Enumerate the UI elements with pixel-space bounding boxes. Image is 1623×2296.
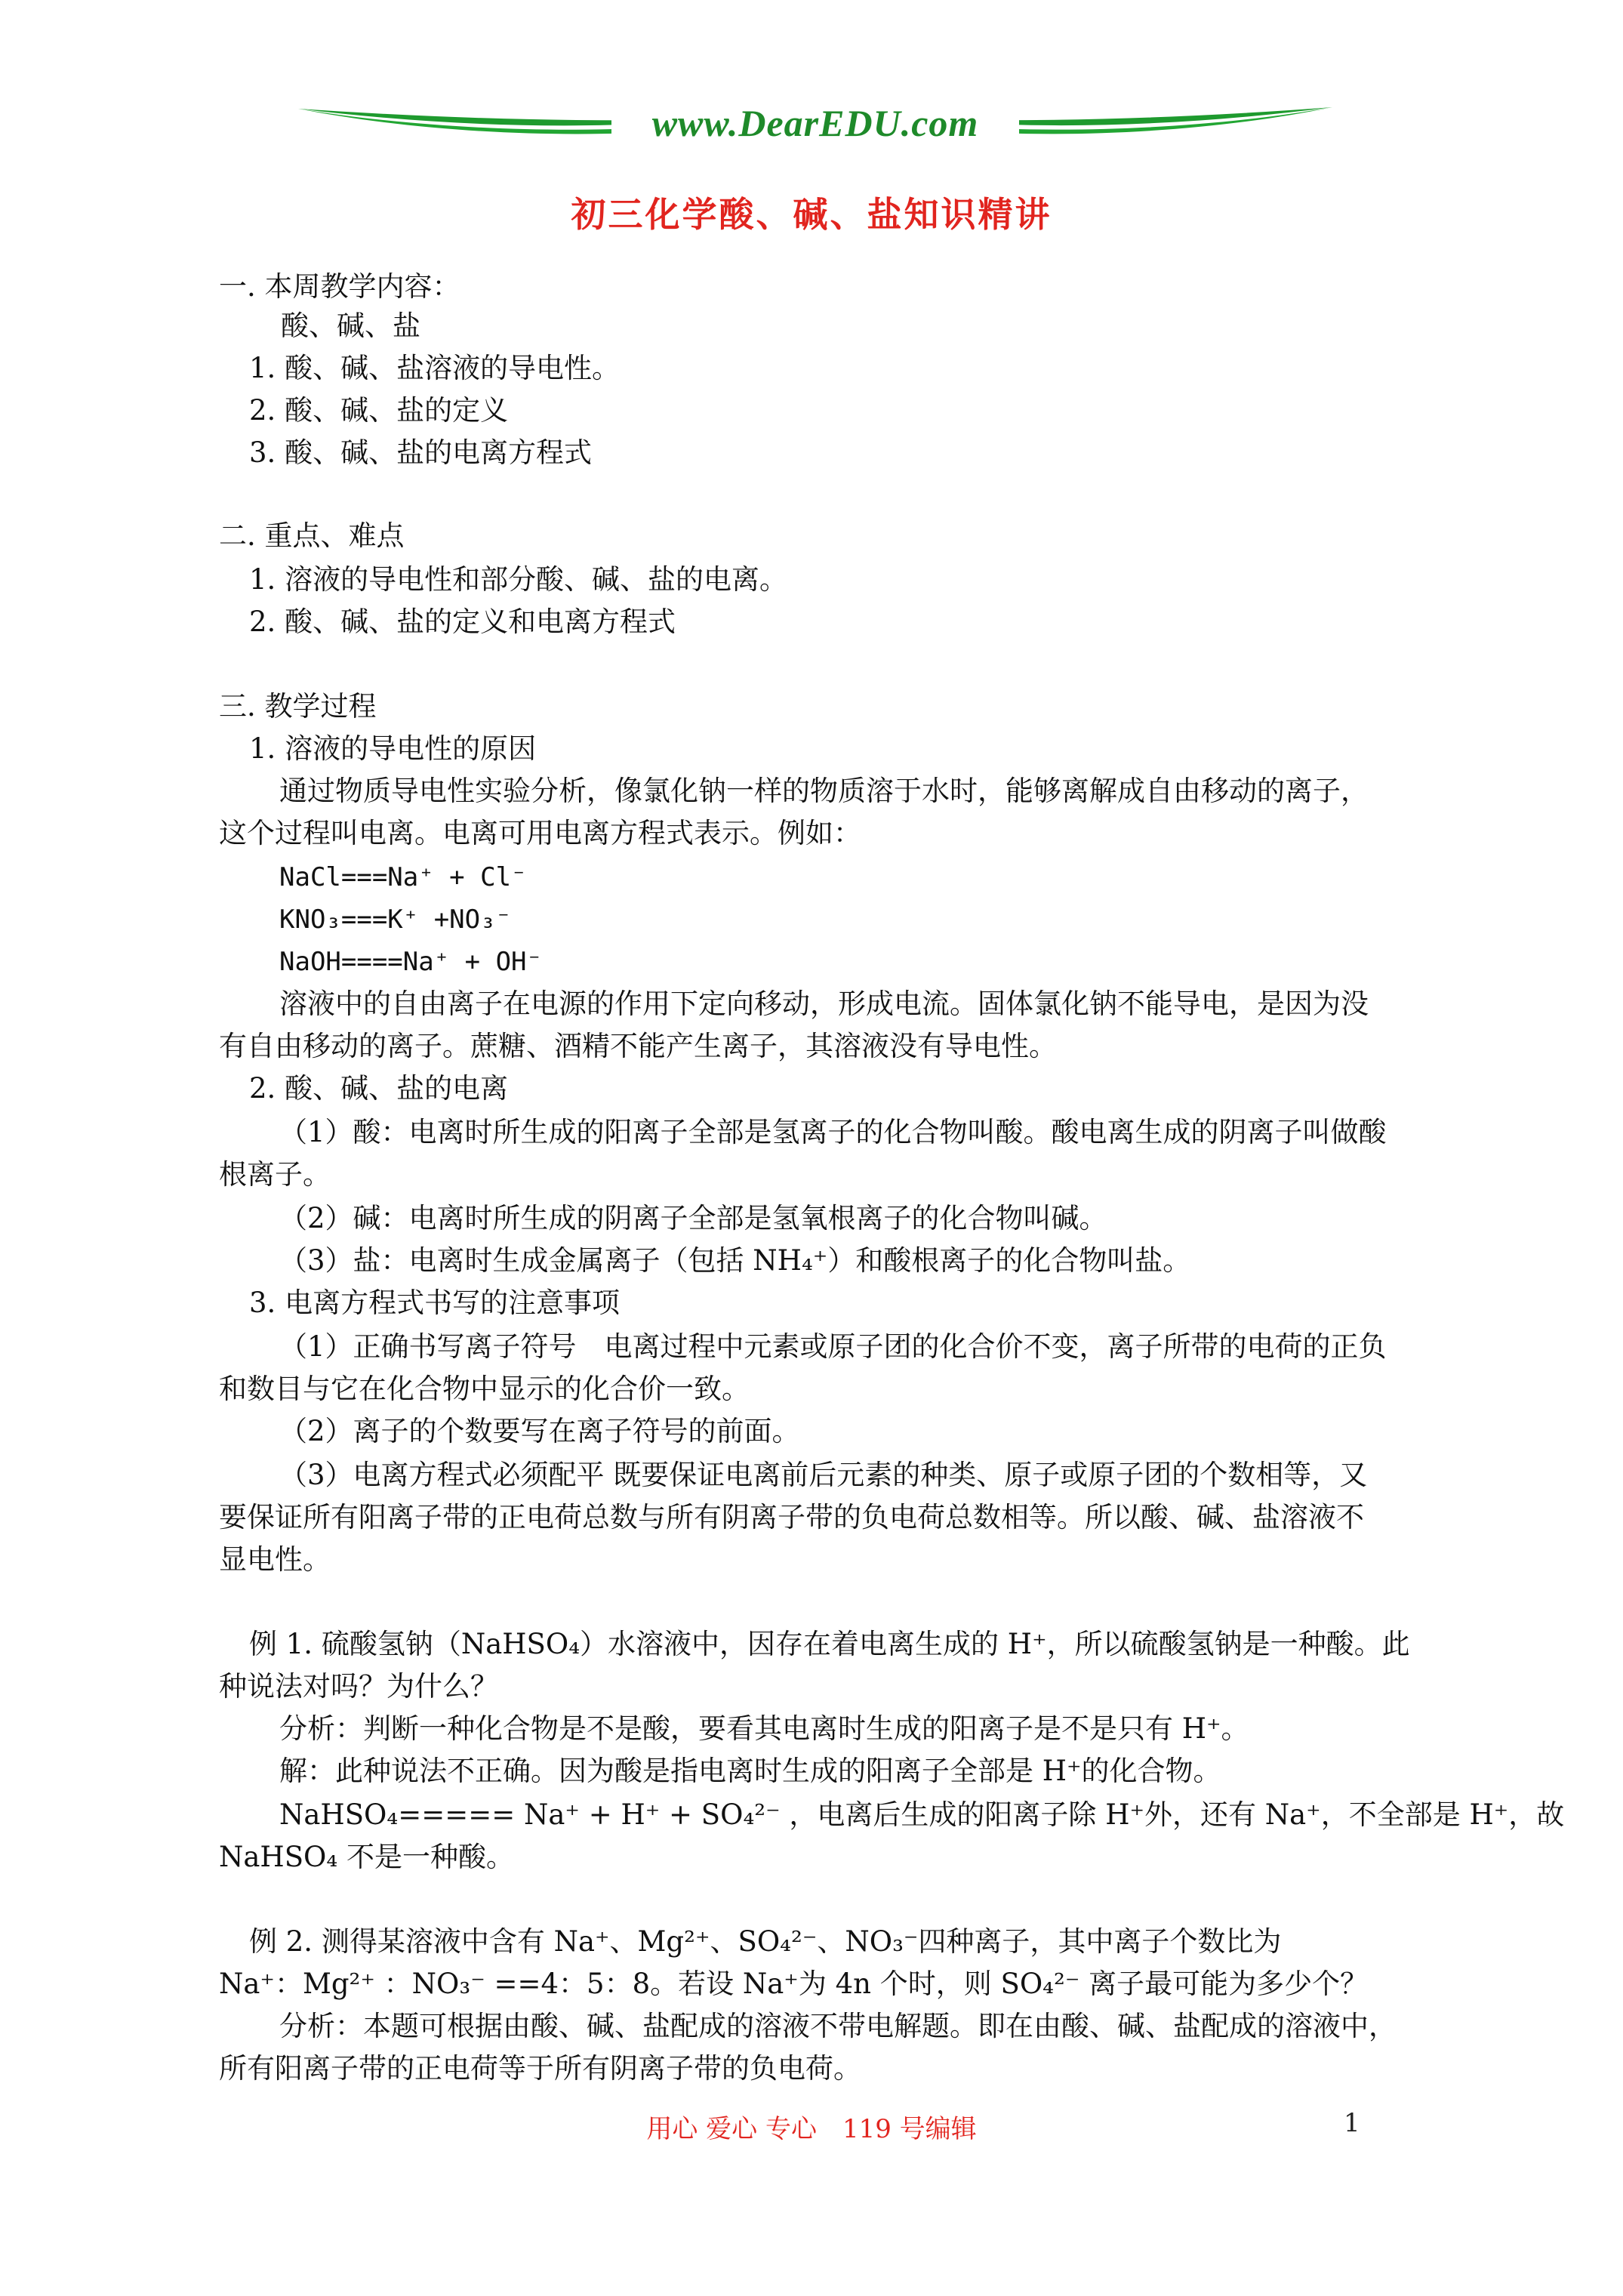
paragraph-line: 所有阳离子带的正电荷等于所有阴离子带的负电荷。 — [219, 2052, 861, 2085]
paragraph-line: （1）正确书写离子符号 电离过程中元素或原子团的化合价不变，离子所带的电荷的正负 — [279, 1330, 1387, 1363]
list-item: 1. 溶液的导电性和部分酸、碱、盐的电离。 — [249, 563, 788, 596]
paragraph-line: 解：此种说法不正确。因为酸是指电离时生成的阳离子全部是 H⁺的化合物。 — [279, 1755, 1221, 1787]
paragraph-line: （3）电离方程式必须配平 既要保证电离前后元素的种类、原子或原子团的个数相等，又 — [279, 1459, 1368, 1491]
paragraph-line: （1）酸：电离时所生成的阳离子全部是氢离子的化合物叫酸。酸电离生成的阴离子叫做酸 — [279, 1116, 1387, 1148]
paragraph-line: （3）盐：电离时生成金属离子（包括 NH₄⁺）和酸根离子的化合物叫盐。 — [279, 1244, 1191, 1277]
site-logo: www.DearEDU.com — [611, 101, 1019, 145]
paragraph-line: 显电性。 — [219, 1543, 331, 1576]
list-item: 2. 酸、碱、盐的定义 — [249, 394, 509, 427]
section-heading: 一. 本周教学内容： — [219, 270, 460, 303]
paragraph-line: Na⁺：Mg²⁺ ：NO₃⁻ ==4：5：8。若设 Na⁺为 4n 个时，则 SO₄²⁻ 离子最可能为多少个？ — [219, 1968, 1369, 2000]
paragraph-line: （2）离子的个数要写在离子符号的前面。 — [279, 1415, 800, 1447]
example-heading: 例 1. 硫酸氢钠（NaHSO₄）水溶液中，因存在着电离生成的 H⁺，所以硫酸氢钠是一种酸。此 — [249, 1628, 1410, 1660]
paragraph-line: 溶液中的自由离子在电源的作用下定向移动，形成电流。固体氯化钠不能导电，是因为没 — [279, 988, 1369, 1020]
paragraph-line: NaHSO₄===== Na⁺ + H⁺ + SO₄²⁻ ，电离后生成的阳离子除 H⁺外，还有 Na⁺，不全部是 H⁺，故 — [279, 1798, 1565, 1831]
paragraph-line: NaHSO₄ 不是一种酸。 — [219, 1841, 514, 1873]
paragraph-line: 和数目与它在化合物中显示的化合价一致。 — [219, 1373, 750, 1405]
paragraph-line: 根离子。 — [219, 1158, 331, 1191]
equation: NaCl===Na⁺ + Cl⁻ — [279, 862, 527, 892]
paragraph-line: 这个过程叫电离。电离可用电离方程式表示。例如： — [219, 817, 861, 849]
paragraph-line: 分析：本题可根据由酸、碱、盐配成的溶液不带电解题。即在由酸、碱、盐配成的溶液中， — [279, 2010, 1397, 2042]
list-item: 3. 酸、碱、盐的电离方程式 — [249, 436, 593, 469]
subsection-heading: 2. 酸、碱、盐的电离 — [249, 1072, 509, 1105]
paragraph-line: 分析：判断一种化合物是不是酸，要看其电离时生成的阳离子是不是只有 H⁺。 — [279, 1712, 1249, 1745]
equation: NaOH====Na⁺ + OH⁻ — [279, 947, 542, 977]
equation: KNO₃===K⁺ +NO₃⁻ — [279, 905, 512, 935]
subsection-heading: 3. 电离方程式书写的注意事项 — [249, 1287, 621, 1319]
example-heading: 例 2. 测得某溶液中含有 Na⁺、Mg²⁺、SO₄²⁻、NO₃⁻四种离子，其中离子个数比为 — [249, 1925, 1282, 1958]
header-banner — [294, 97, 1336, 165]
paragraph-line: 要保证所有阳离子带的正电荷总数与所有阴离子带的负电荷总数相等。所以酸、碱、盐溶液不 — [219, 1501, 1364, 1533]
footer-text: 用心 爱心 专心 119 号编辑 — [646, 2114, 977, 2144]
paragraph-line: 有自由移动的离子。蔗糖、酒精不能产生离子，其溶液没有导电性。 — [219, 1030, 1057, 1062]
paragraph-line: 通过物质导电性实验分析，像氯化钠一样的物质溶于水时，能够离解成自由移动的离子， — [279, 775, 1369, 807]
paragraph-line: 种说法对吗？为什么？ — [219, 1670, 498, 1703]
subsection-heading: 1. 溶液的导电性的原因 — [249, 732, 537, 765]
list-item: 1. 酸、碱、盐溶液的导电性。 — [249, 352, 621, 384]
paragraph-line: （2）碱：电离时所生成的阴离子全部是氢氧根离子的化合物叫碱。 — [279, 1202, 1107, 1234]
list-item: 酸、碱、盐 — [281, 310, 420, 342]
page-title: 初三化学酸、碱、盐知识精讲 — [571, 194, 1052, 235]
page-number: 1 — [1344, 2108, 1360, 2138]
list-item: 2. 酸、碱、盐的定义和电离方程式 — [249, 606, 676, 638]
section-heading: 三. 教学过程 — [219, 690, 377, 723]
section-heading: 二. 重点、难点 — [219, 519, 405, 552]
